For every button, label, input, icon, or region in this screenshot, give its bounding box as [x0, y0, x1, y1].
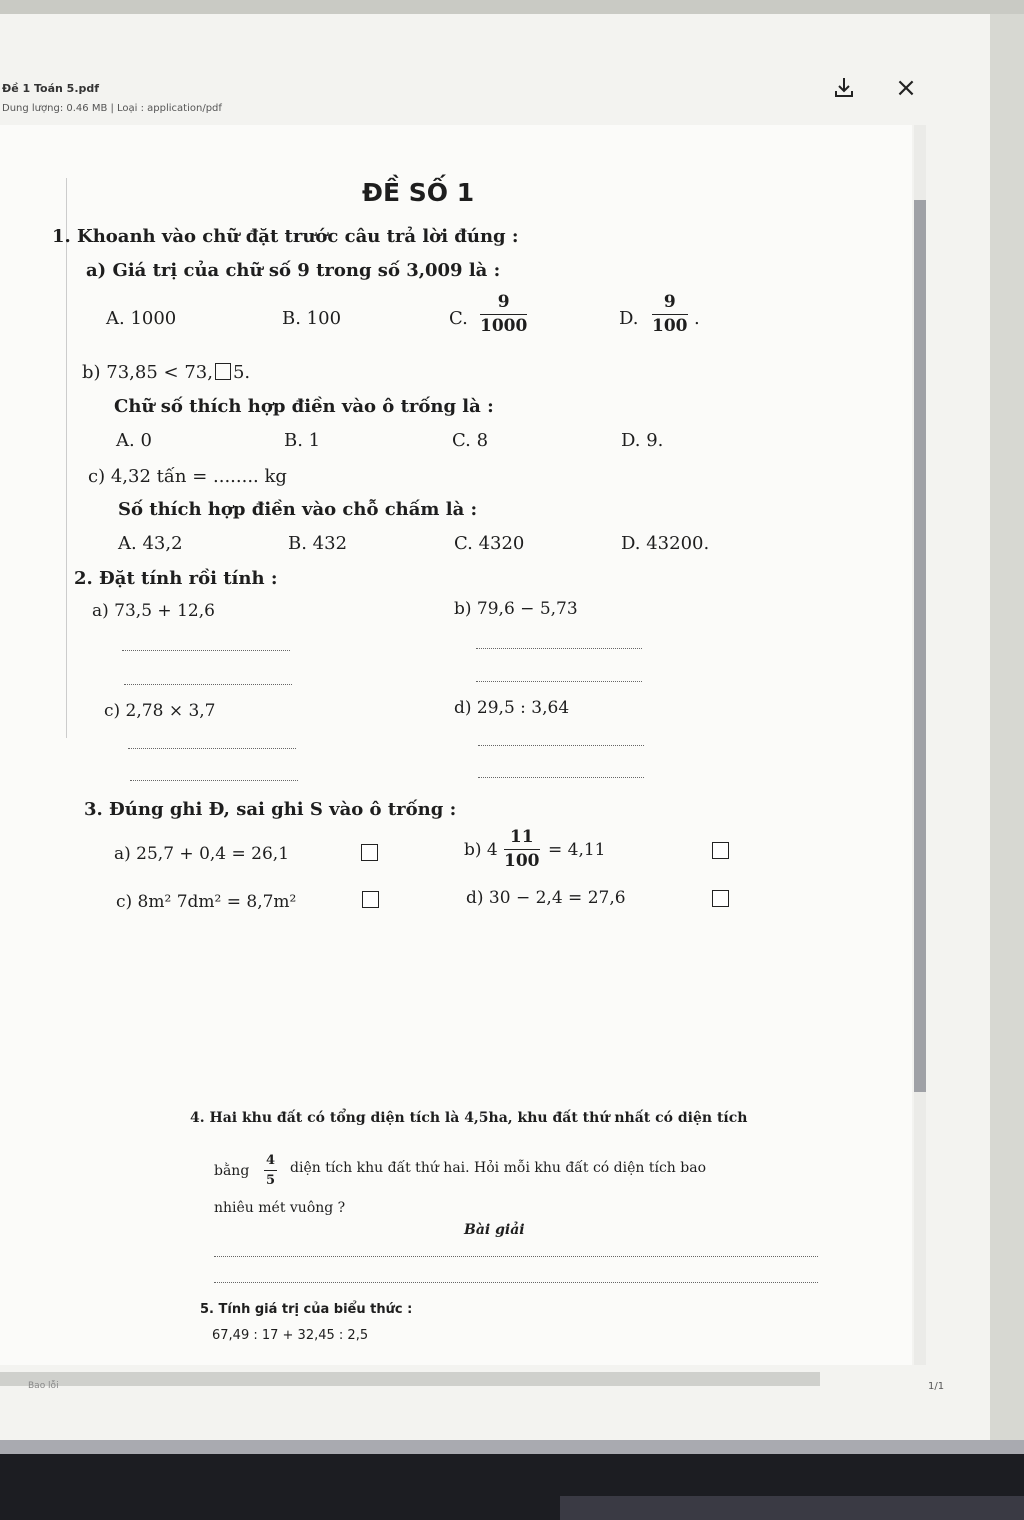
q1c-prompt: Số thích hợp điền vào chỗ chấm là :: [118, 499, 478, 520]
q1c-option-c: C. 4320: [454, 533, 525, 554]
q4-line-1: 4. Hai khu đất có tổng diện tích là 4,5ha, khu đất thứ nhất có diện tích: [190, 1110, 748, 1126]
q1-heading: 1. Khoanh vào chữ đặt trước câu trả lời đúng :: [52, 226, 519, 247]
download-button[interactable]: [830, 74, 858, 102]
q1c-option-a: A. 43,2: [118, 533, 183, 554]
q1a-option-d-label: D.: [619, 308, 639, 329]
viewer-footer-bar: [0, 1372, 820, 1386]
top-edge: [0, 0, 1024, 14]
q1a-option-b: B. 100: [282, 308, 342, 329]
answer-line: [214, 1282, 818, 1283]
q1a-stem: a) Giá trị của chữ số 9 trong số 3,009 là :: [86, 260, 501, 281]
fraction-numerator: 11: [504, 829, 540, 850]
answer-line: [478, 777, 644, 778]
answer-line: [130, 780, 298, 781]
q3b-statement-end: = 4,11: [548, 840, 606, 860]
q3-heading: 3. Đúng ghi Đ, sai ghi S vào ô trống :: [84, 799, 457, 820]
q3c-statement: c) 8m² 7dm² = 8,7m²: [116, 892, 297, 912]
q4-solution-label: Bài giải: [464, 1222, 525, 1238]
q1b-option-a: A. 0: [116, 430, 152, 451]
fraction-numerator: 9: [480, 294, 527, 315]
q3b-statement-start: b) 4: [464, 840, 498, 860]
q1a-option-d-fraction: [652, 294, 688, 335]
q3a-answer-box: [361, 844, 378, 861]
taskbar-area: [0, 1440, 1024, 1520]
answer-line: [214, 1256, 818, 1257]
taskbar-strip: [560, 1496, 1024, 1520]
window-bottom-edge: [0, 1440, 1024, 1454]
footer-label: Bao lỗi: [28, 1381, 59, 1391]
fraction-denominator: 100: [652, 316, 688, 336]
q1a-option-c-fraction: [480, 294, 527, 335]
q3d-answer-box: [712, 890, 729, 907]
q1c-stem: c) 4,32 tấn = ........ kg: [88, 466, 287, 487]
fraction-denominator: 1000: [480, 316, 528, 336]
q5-heading: 5. Tính giá trị của biểu thức :: [200, 1302, 413, 1317]
file-name: Đề 1 Toán 5.pdf: [2, 82, 100, 95]
q1a-option-c-label: C.: [449, 308, 468, 329]
close-icon: ×: [895, 73, 917, 103]
q3a-statement: a) 25,7 + 0,4 = 26,1: [114, 844, 290, 864]
file-info: Dung lượng: 0.46 MB | Loại : application/pdf: [2, 103, 222, 114]
q1b-stem-start: b) 73,85 < 73,: [82, 362, 213, 383]
fraction-denominator: 100: [504, 851, 540, 871]
q3c-answer-box: [362, 891, 379, 908]
q2d-expression: d) 29,5 : 3,64: [454, 698, 570, 718]
q1c-option-b: B. 432: [288, 533, 348, 554]
page-margin-line: [66, 178, 67, 738]
q1b-prompt: Chữ số thích hợp điền vào ô trống là :: [114, 396, 494, 417]
scrollbar-thumb[interactable]: [914, 200, 926, 1092]
q1b-stem: [82, 362, 250, 383]
q1b-empty-box: [215, 363, 231, 380]
vertical-scrollbar[interactable]: [914, 125, 926, 1365]
q4-line-2-start: bằng: [214, 1163, 250, 1179]
q2c-expression: c) 2,78 × 3,7: [104, 701, 216, 721]
answer-line: [476, 681, 642, 682]
q1b-option-c: C. 8: [452, 430, 489, 451]
answer-line: [122, 650, 290, 651]
fraction-numerator: 9: [652, 294, 688, 315]
q1b-stem-end: 5.: [232, 362, 251, 383]
q2-heading: 2. Đặt tính rồi tính :: [74, 568, 278, 589]
q1b-option-b: B. 1: [284, 430, 321, 451]
q1c-option-d: D. 43200.: [621, 533, 710, 554]
q1a-option-d-end: .: [694, 308, 700, 329]
q2a-expression: a) 73,5 + 12,6: [92, 601, 215, 621]
page-indicator: 1/1: [928, 1381, 945, 1392]
q3b-fraction: [504, 829, 540, 870]
q1a-option-a: A. 1000: [106, 308, 177, 329]
q4-line-3: nhiêu mét vuông ?: [214, 1200, 346, 1216]
download-icon: [830, 74, 858, 102]
fraction-denominator: 5: [266, 1173, 276, 1188]
answer-line: [128, 748, 296, 749]
q3d-statement: d) 30 − 2,4 = 27,6: [466, 888, 626, 908]
exam-title: ĐỀ SỐ 1: [362, 178, 475, 207]
q4-fraction: [264, 1154, 277, 1187]
answer-line: [476, 648, 642, 649]
q1b-option-d: D. 9.: [621, 430, 664, 451]
answer-line: [124, 684, 292, 685]
q4-line-2-end: diện tích khu đất thứ hai. Hỏi mỗi khu đất có diện tích bao: [290, 1160, 707, 1176]
answer-line: [478, 745, 644, 746]
q3b-answer-box: [712, 842, 729, 859]
q5-expression: 67,49 : 17 + 32,45 : 2,5: [212, 1328, 369, 1343]
fraction-numerator: 4: [264, 1154, 277, 1171]
q2b-expression: b) 79,6 − 5,73: [454, 599, 578, 619]
close-button[interactable]: [892, 74, 920, 102]
